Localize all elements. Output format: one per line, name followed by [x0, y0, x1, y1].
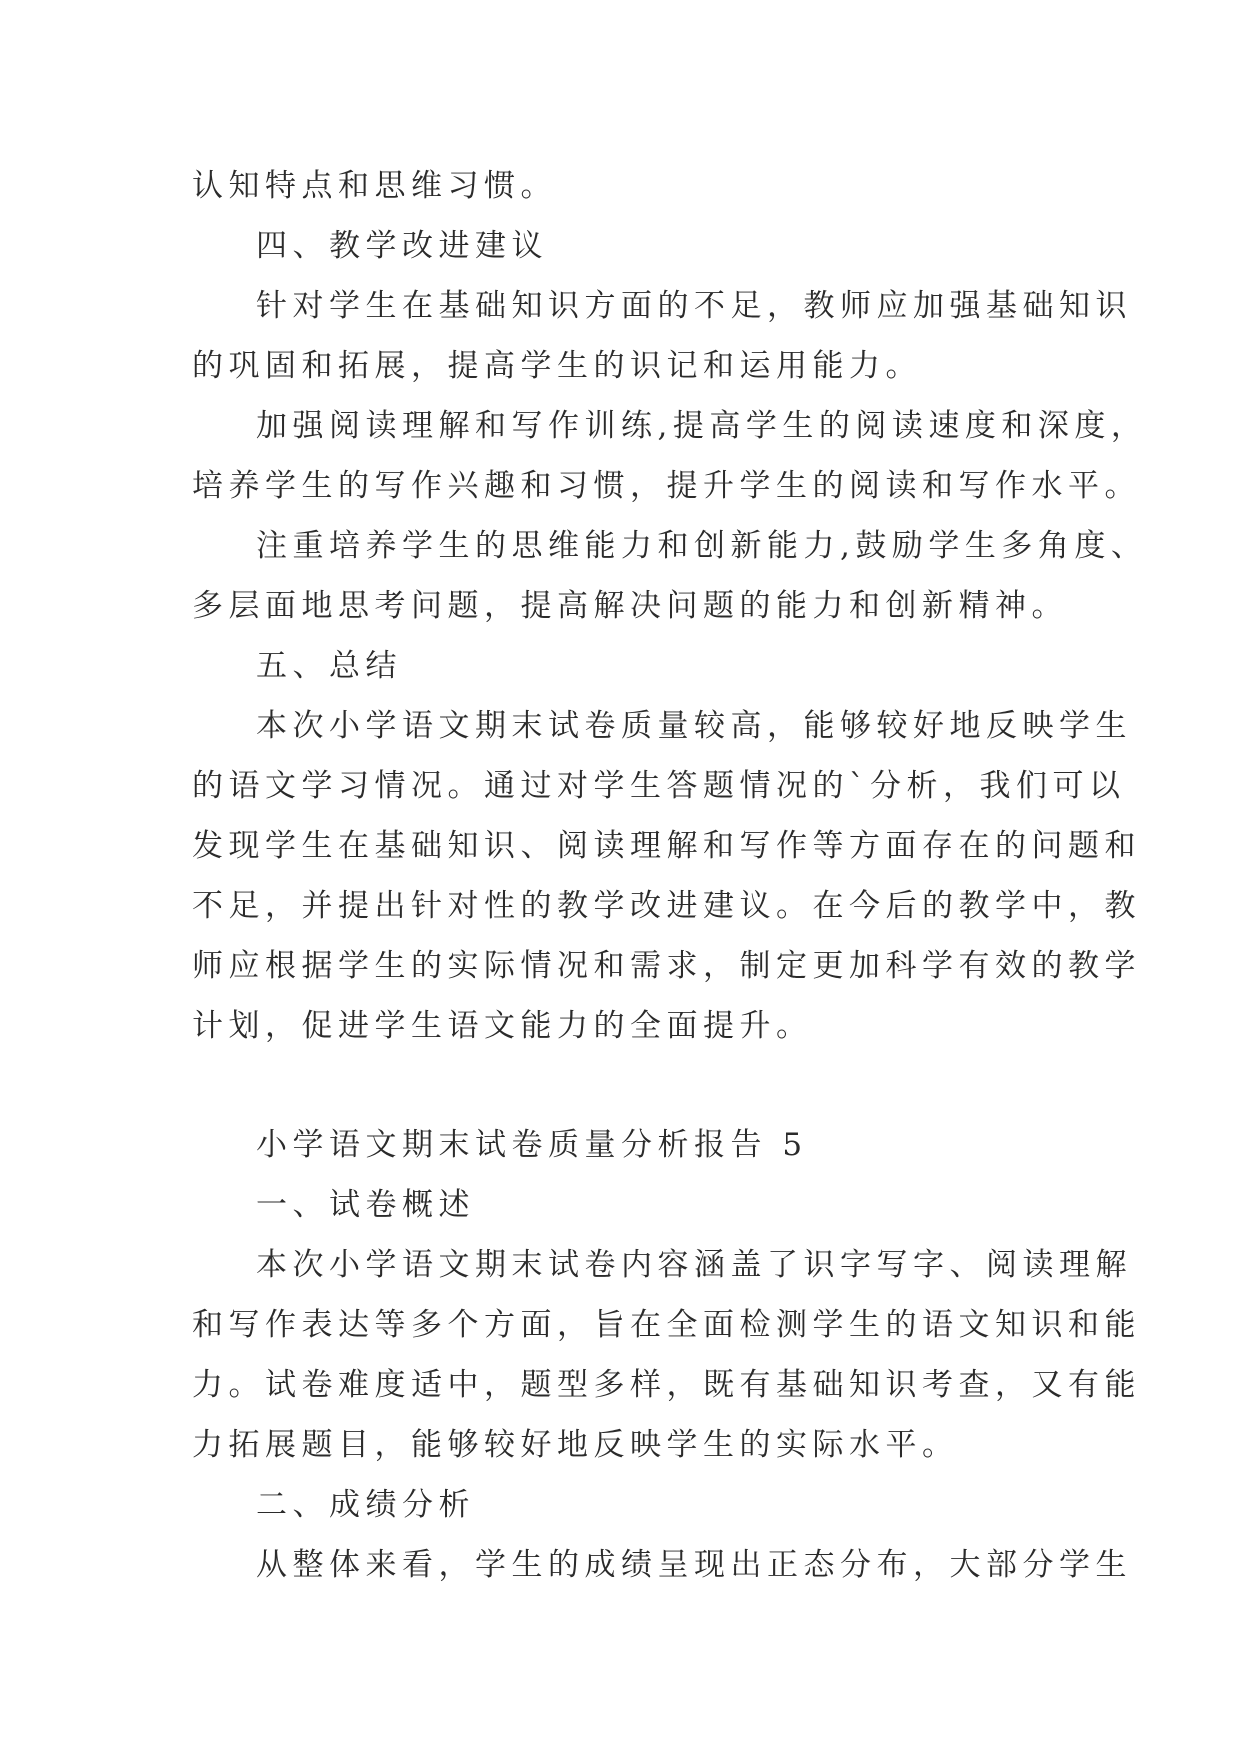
- paragraph-line: 力。试卷难度适中，题型多样，既有基础知识考查，又有能: [192, 1367, 1141, 1403]
- section-heading: 一、试卷概述: [256, 1187, 475, 1223]
- paragraph-line: 本次小学语文期末试卷内容涵盖了识字写字、阅读理解: [256, 1247, 1132, 1283]
- paragraph-line: 加强阅读理解和写作训练,提高学生的阅读速度和深度，: [256, 408, 1148, 444]
- paragraph-line: 培养学生的写作兴趣和习惯，提升学生的阅读和写作水平。: [192, 468, 1141, 504]
- section-heading: 五、总结: [256, 648, 402, 684]
- paragraph-line: 发现学生在基础知识、阅读理解和写作等方面存在的问题和: [192, 828, 1141, 864]
- paragraph-line: 从整体来看，学生的成绩呈现出正态分布，大部分学生: [256, 1547, 1132, 1583]
- paragraph-line: 和写作表达等多个方面，旨在全面检测学生的语文知识和能: [192, 1307, 1141, 1343]
- section-heading: 二、成绩分析: [256, 1487, 475, 1523]
- paragraph-line: 的语文学习情况。通过对学生答题情况的`分析，我们可以: [192, 768, 1126, 804]
- paragraph-line: 师应根据学生的实际情况和需求，制定更加科学有效的教学: [192, 948, 1141, 984]
- paragraph-line: 认知特点和思维习惯。: [192, 168, 557, 204]
- paragraph-line: 力拓展题目，能够较好地反映学生的实际水平。: [192, 1427, 959, 1463]
- section-heading: 四、教学改进建议: [256, 228, 548, 264]
- paragraph-line: 针对学生在基础知识方面的不足，教师应加强基础知识: [256, 288, 1132, 324]
- paragraph-line: 注重培养学生的思维能力和创新能力,鼓励学生多角度、: [256, 528, 1148, 564]
- paragraph-line: 本次小学语文期末试卷质量较高，能够较好地反映学生: [256, 708, 1132, 744]
- report-title: 小学语文期末试卷质量分析报告 5: [256, 1127, 808, 1163]
- paragraph-line: 的巩固和拓展，提高学生的识记和运用能力。: [192, 348, 922, 384]
- paragraph-line: 计划，促进学生语文能力的全面提升。: [192, 1008, 813, 1044]
- paragraph-line: 多层面地思考问题，提高解决问题的能力和创新精神。: [192, 588, 1068, 624]
- paragraph-line: 不足，并提出针对性的教学改进建议。在今后的教学中，教: [192, 888, 1141, 924]
